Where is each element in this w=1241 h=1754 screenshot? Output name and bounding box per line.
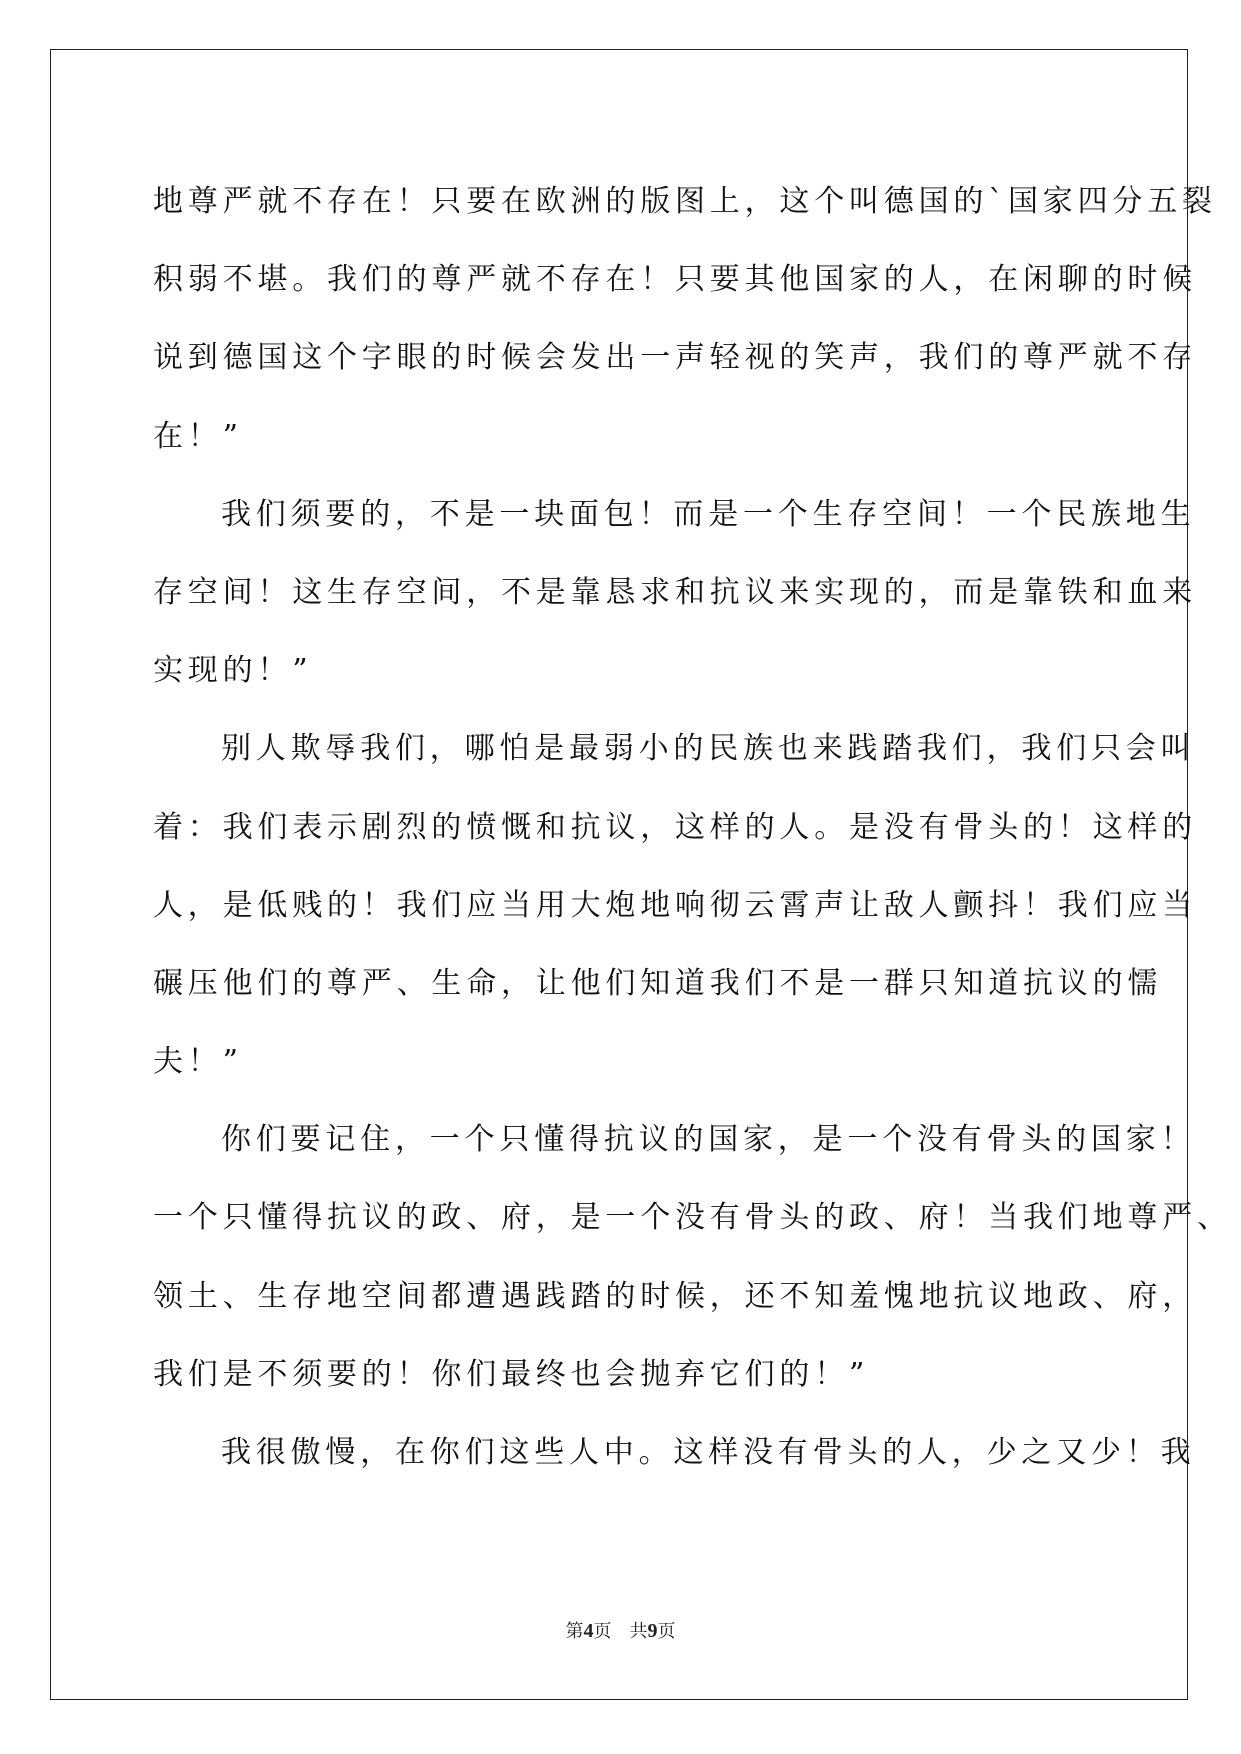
text-line: 实现的！”: [153, 653, 313, 689]
paragraph-4: [153, 1101, 1232, 1414]
text-line: 领土、生存地空间都遭遇践踏的时候，还不知羞愧地抗议地政、府，: [153, 1278, 1197, 1314]
text-line: 夫！”: [153, 1044, 243, 1080]
paragraph-2: [153, 476, 1197, 711]
page-footer: [0, 1617, 1241, 1643]
page-prefix: 第: [565, 1621, 584, 1642]
total-suffix: 页: [657, 1621, 676, 1642]
text-line: 地尊严就不存在！只要在欧洲的版图上，这个叫德国的`国家四分五裂: [153, 184, 1217, 219]
text-line: 存空间！这生存空间，不是靠恳求和抗议来实现的，而是靠铁和血来: [153, 574, 1197, 610]
document-body: [153, 163, 1232, 1492]
text-line: 我很傲慢，在你们这些人中。这样没有骨头的人，少之又少！我: [221, 1435, 1196, 1470]
paragraph-1: [153, 163, 1217, 476]
text-line: 一个只懂得抗议的政、府，是一个没有骨头的政、府！当我们地尊严、: [153, 1200, 1232, 1236]
total-prefix: 共: [629, 1621, 648, 1642]
page-suffix: 页: [593, 1621, 612, 1642]
text-line: 我们须要的，不是一块面包！而是一个生存空间！一个民族地生: [221, 496, 1196, 532]
text-line: 我们是不须要的！你们最终也会抛弃它们的！”: [153, 1356, 870, 1392]
total-pages: 9: [647, 1620, 658, 1642]
text-line: 别人欺辱我们，哪怕是最弱小的民族也来践踏我们，我们只会叫: [221, 731, 1196, 767]
paragraph-3: [153, 710, 1197, 1101]
text-line: 积弱不堪。我们的尊严就不存在！只要其他国家的人，在闲聊的时候: [153, 262, 1197, 298]
text-line: 碾压他们的尊严、生命，让他们知道我们不是一群只知道抗议的懦: [153, 965, 1163, 1001]
text-line: 人，是低贱的！我们应当用大炮地响彻云霄声让敌人颤抖！我们应当: [153, 887, 1197, 923]
page-number: 4: [583, 1620, 594, 1642]
paragraph-5: [153, 1414, 1196, 1492]
text-line: 在！”: [153, 418, 243, 454]
text-line: 着：我们表示剧烈的愤慨和抗议，这样的人。是没有骨头的！这样的: [153, 809, 1197, 845]
text-line: 你们要记住，一个只懂得抗议的国家，是一个没有骨头的国家！: [221, 1122, 1196, 1158]
text-line: 说到德国这个字眼的时候会发出一声轻视的笑声，我们的尊严就不存: [153, 340, 1197, 376]
